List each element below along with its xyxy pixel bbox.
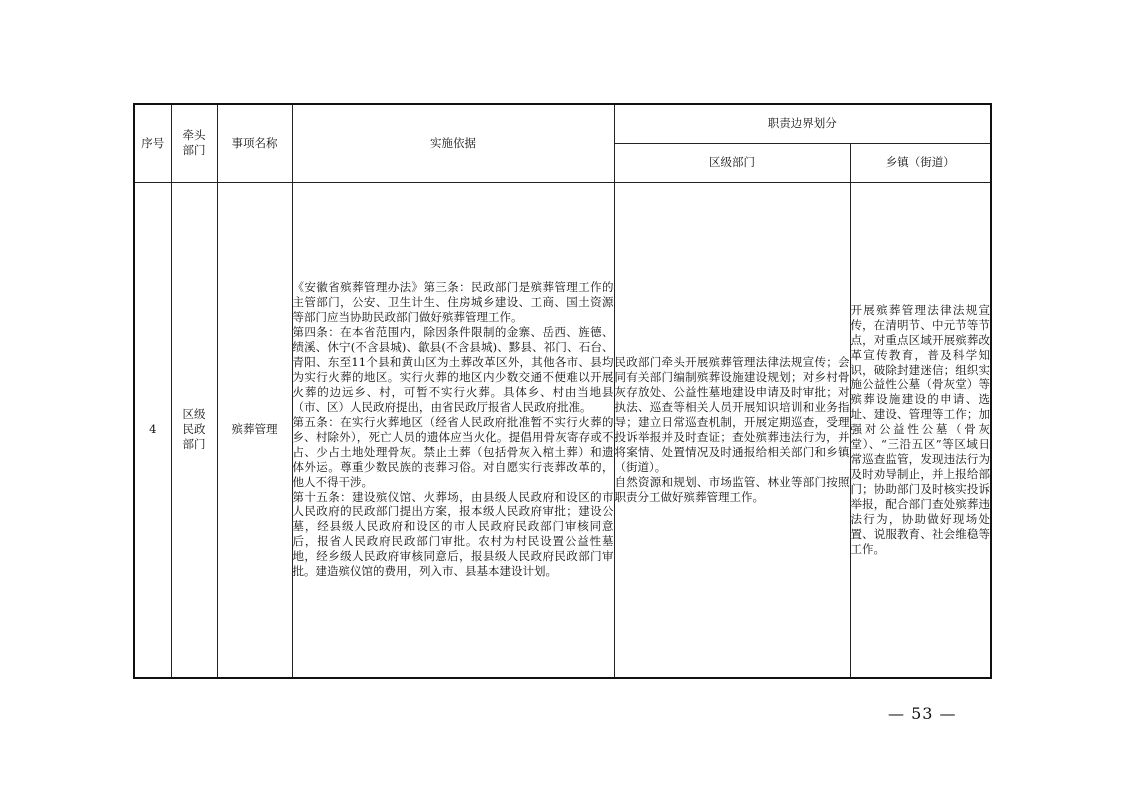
header-duty-boundary: 职责边界划分 (614, 104, 991, 143)
row-basis (292, 182, 614, 678)
row-lead-dept (171, 182, 217, 678)
row-township-duties (850, 182, 991, 678)
district-paragraph: 民政部门牵头开展殡葬管理法律法规宣传；会同有关部门编制殡葬设施建设规划；对乡村骨灰存放处、公益性墓地建设申请及时审批；对执法、巡查等相关人员开展知识培训和业务指导；建立日常巡查机制，开展定期巡查，受理投诉举报并及时查证；查处殡葬违法行为，并将案情、处置情况及时通报给相关部门和乡镇（街道）。 (614, 355, 850, 474)
row-district-duties (614, 182, 850, 678)
duty-table (133, 103, 992, 679)
page-number: — 53 — (888, 704, 957, 723)
header-item-name: 事项名称 (217, 104, 292, 182)
district-paragraph: 自然资源和规划、市场监管、林业等部门按照职责分工做好殡葬管理工作。 (614, 474, 850, 504)
township-paragraph: 开展殡葬管理法律法规宣传，在清明节、中元节等节点，对重点区域开展殡葬改革宣传教育，普及科学知识，破除封建迷信；组织实施公益性公墓（骨灰堂）等殡葬设施建设的申请、选址、建设、管理等工作；加强对公益性公墓（骨灰堂）、“三沿五区”等区域日常巡查监管，发现违法行为及时劝导制止，并上报给部门；协助部门及时核实投诉举报，配合部门查处殡葬违法行为，协助做好现场处置、说服教育、社会维稳等工作。 (850, 302, 990, 556)
header-lead-dept-text: 牵头部门 (182, 128, 206, 158)
basis-paragraph: 第四条：在本省范围内，除因条件限制的金寨、岳西、旌德、绩溪、休宁(不含县城)、歙县(不含县城)、黟县、祁门、石台、青阳、东至11个县和黄山区为土葬改革区外，其他各市、县均为实行火葬的地区。实行火葬的地区内少数交通不便难以开展火葬的边远乡、村，可暂不实行火葬。具体乡、村由当地县（市、区）人民政府提出，由省民政厅报省人民政府批准。 (292, 325, 614, 414)
basis-paragraph: 第五条：在实行火葬地区（经省人民政府批准暂不实行火葬的乡、村除外），死亡人员的遗体应当火化。提倡用骨灰寄存或不占、少占土地处理骨灰。禁止土葬（包括骨灰入棺土葬）和遗体外运。尊重少数民族的丧葬习俗。对自愿实行丧葬改革的，他人不得干涉。 (292, 414, 614, 489)
header-lead-dept (171, 104, 217, 182)
header-seq: 序号 (134, 104, 171, 182)
basis-paragraph: 第十五条：建设殡仪馆、火葬场，由县级人民政府和设区的市人民政府的民政部门提出方案，报本级人民政府审批；建设公墓，经县级人民政府和设区的市人民政府民政部门审核同意后，报省人民政府民政部门审批。农村为村民设置公益性墓地，经乡级人民政府审核同意后，报县级人民政府民政部门审批。建造殡仪馆的费用，列入市、县基本建设计划。 (292, 489, 614, 579)
header-township: 乡镇（街道） (850, 143, 991, 182)
header-basis: 实施依据 (292, 104, 614, 182)
row-lead-dept-text: 区级民政部门 (182, 407, 206, 452)
row-item-name: 殡葬管理 (217, 182, 292, 678)
row-seq: 4 (134, 182, 171, 678)
header-district-dept: 区级部门 (614, 143, 850, 182)
basis-paragraph: 《安徽省殡葬管理办法》第三条：民政部门是殡葬管理工作的主管部门，公安、卫生计生、住房城乡建设、工商、国土资源等部门应当协助民政部门做好殡葬管理工作。 (292, 280, 614, 325)
